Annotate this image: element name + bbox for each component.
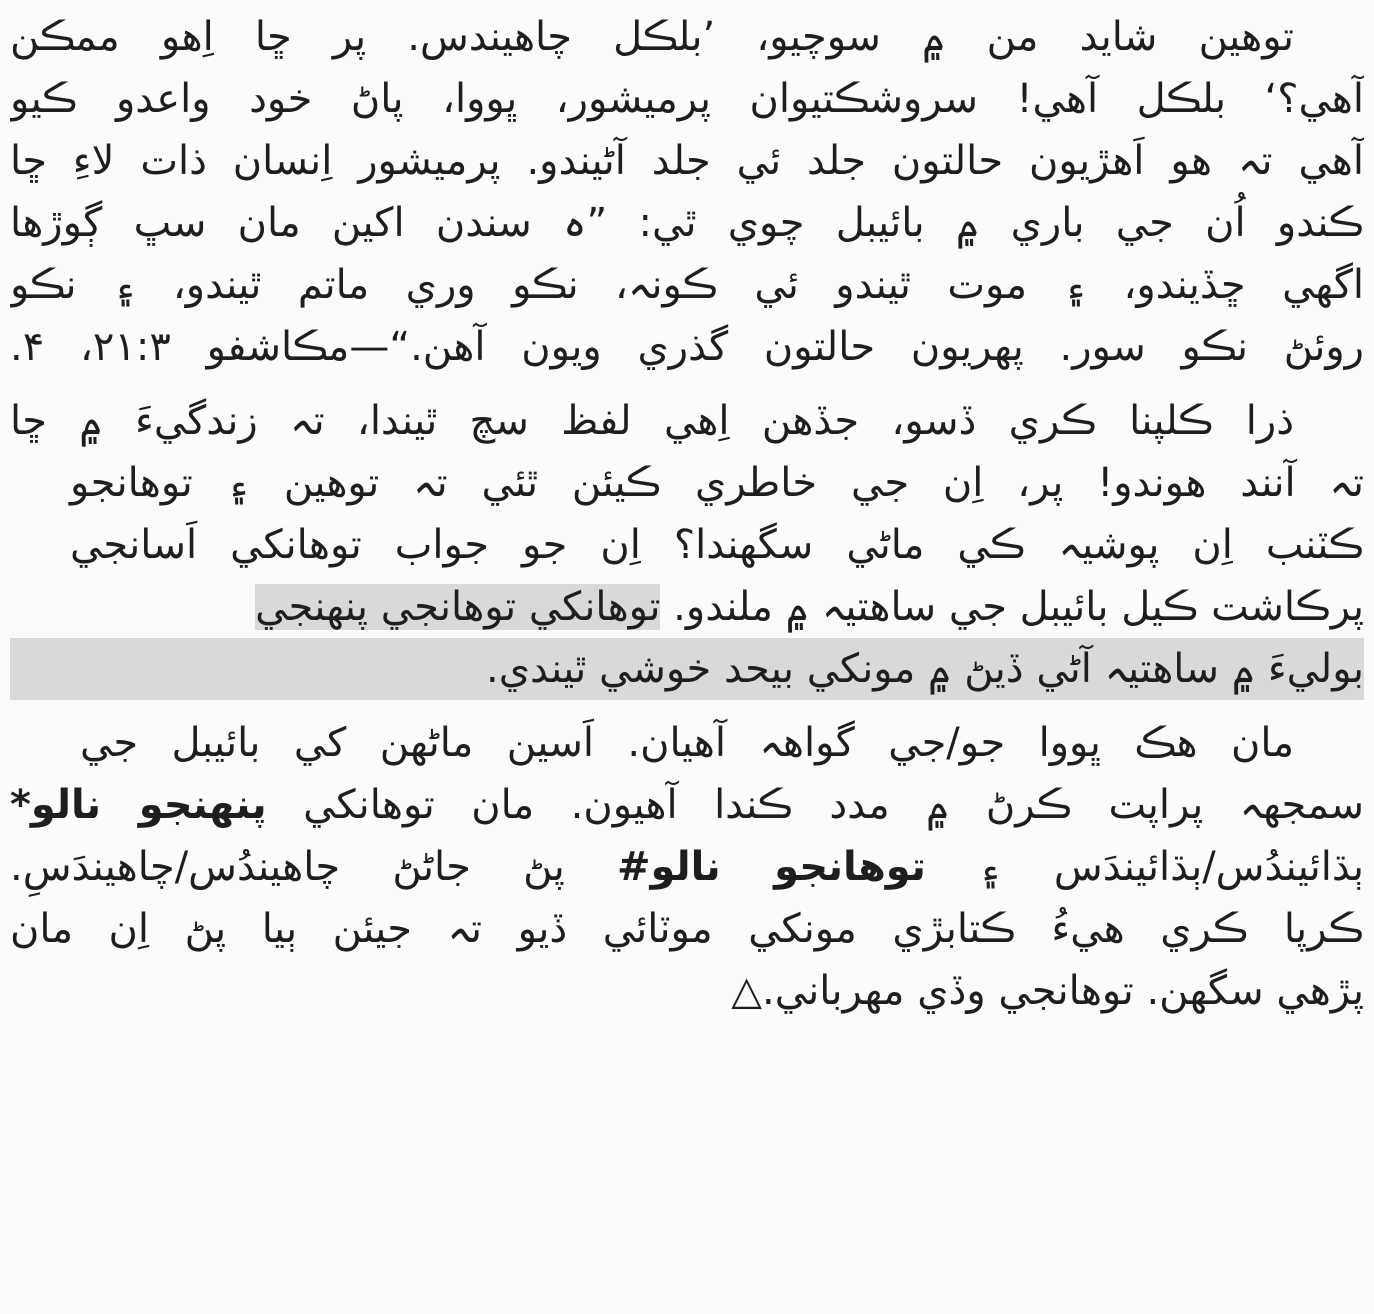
text-line: تہ آنند هوندو! پر، اِن جي خاطري ڪيئن ٿئي تہ توهين ۽ توهانجو (70, 460, 1364, 506)
text-line: اگهي ڇڏيندو، ۽ موت ٿيندو ئي ڪونہ، نڪو وري ماتم ٿيندو، ۽ نڪو (10, 262, 1364, 308)
text-line (10, 774, 1364, 836)
text-segment: پڻ جاڻڻ چاهيندُس/چاهيندَسِ. (10, 844, 565, 890)
text-line: پڙهي سگهن. توهانجي وڏي مهرباني.△ (731, 968, 1364, 1014)
paragraph-2 (10, 390, 1364, 700)
text-line (10, 836, 1364, 898)
text-line: توهين شايد من ۾ سوچيو، ’بلڪل چاهيندس. پر ڇا اِهو ممڪن (10, 14, 1294, 60)
text-segment: سمجهہ پراپت ڪرڻ ۾ مدد ڪندا آهيون. مان توهانکي (303, 782, 1364, 828)
paragraph-3 (10, 712, 1364, 1022)
highlighted-text: توهانکي توهانجي پنهنجي (255, 584, 661, 630)
text-line: آهي تہ هو اَهڙيون حالتون جلد ئي جلد آڻيندو. پرميشور اِنسان ذات لاءِ ڇا (10, 138, 1364, 184)
text-line: آهي؟‘ بلڪل آهي! سروشڪتيوان پرميشور، ڀووا، پاڻ خود واعدو ڪيو (10, 76, 1364, 122)
bold-text: پنهنجو نالو* (10, 782, 267, 828)
text-line: ڪرپا ڪري هيءُ ڪتابڙي مونکي موٽائي ڏيو تہ جيئن ٻيا پڻ اِن مان (10, 906, 1364, 952)
text-line: ذرا ڪلپنا ڪري ڏسو، جڏهن اِهي لفظ سچ ٿيندا، تہ زندگيءَ ۾ ڇا (10, 398, 1294, 444)
highlighted-text: بوليءَ ۾ ساهتيہ آڻي ڏيڻ ۾ مونکي بيحد خوشي ٿيندي. (10, 638, 1364, 700)
text-line (10, 576, 1364, 638)
text-segment: ٻڌائيندُس/ٻڌائيندَس ۽ (978, 844, 1364, 890)
paragraph-1 (10, 6, 1364, 378)
text-line: ڪندو اُن جي باري ۾ بائيبل چوي ٿي: ”ہ سندن اکين مان سڀ ڳوڙها (10, 200, 1364, 246)
bold-text: توهانجو نالو# (617, 844, 926, 890)
text-line: مان هڪ ڀووا جو/جي گواهہ آهيان. اَسين ماڻهن کي بائيبل جي (80, 720, 1294, 766)
text-segment: پرڪاشت ڪيل بائيبل جي ساهتيہ ۾ ملندو. (673, 584, 1364, 630)
text-line: ڪٽنب اِن پوشيہ ڪي ماڻي سگهندا؟ اِن جو جواب توهانکي اَسانجي (70, 522, 1364, 568)
text-line: روئڻ نڪو سور. پهريون حالتون گذري ويون آهن.“—مڪاشفو ۲۱:۳، ۴. (10, 324, 1364, 370)
